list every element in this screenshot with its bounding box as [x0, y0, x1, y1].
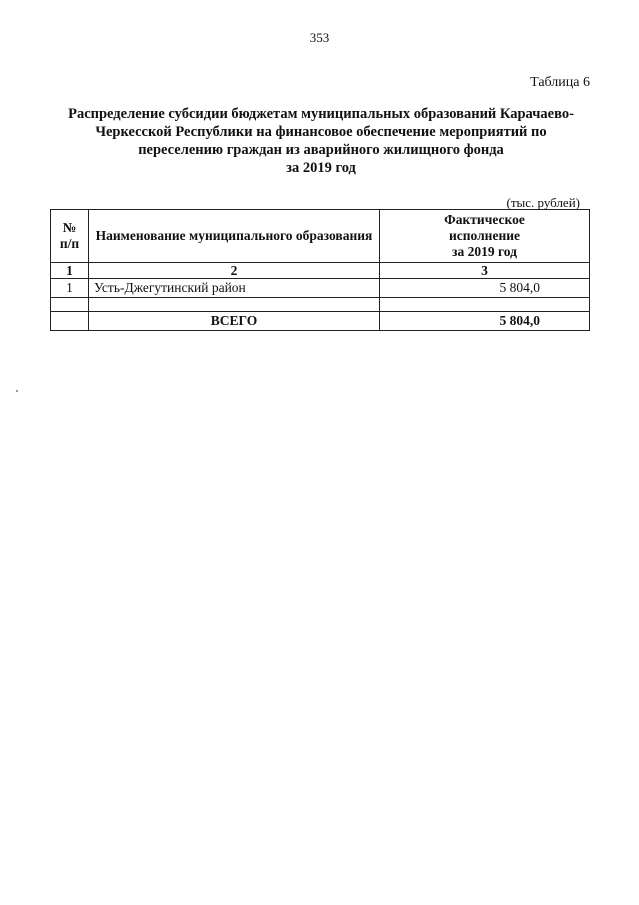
total-label: ВСЕГО [89, 312, 380, 331]
header-value [380, 210, 590, 263]
subsidy-table [50, 209, 590, 331]
table-label: Таблица 6 [530, 75, 590, 90]
document-title [55, 105, 587, 177]
column-number-row [51, 263, 590, 279]
row-municipality: Усть-Джегутинский район [89, 279, 380, 298]
title-line: Распределение субсидии бюджетам муниципальных образований Карачаево- [68, 106, 574, 122]
header-value-line1: Фактическое [444, 212, 525, 227]
row-number: 1 [51, 279, 89, 298]
total-row [51, 312, 590, 331]
page-number: 353 [309, 30, 330, 45]
title-line: за 2019 год [286, 160, 356, 176]
scan-speck [16, 390, 18, 392]
table-header-row [51, 210, 590, 263]
header-number [51, 210, 89, 263]
column-number: 3 [380, 263, 590, 279]
header-number-line1: № [62, 220, 77, 235]
title-line: Черкесской Республики на финансовое обеспечение мероприятий по [95, 124, 547, 140]
header-value-line2: исполнение [448, 228, 520, 243]
header-name: Наименование муниципального образования [89, 210, 380, 263]
total-value: 5 804,0 [380, 312, 590, 331]
units-label: (тыс. рублей) [506, 195, 580, 210]
header-number-line2: п/п [59, 236, 80, 251]
empty-row [51, 298, 590, 312]
column-number: 2 [89, 263, 380, 279]
row-value: 5 804,0 [380, 279, 590, 298]
title-line: переселению граждан из аварийного жилищного фонда [138, 142, 504, 158]
table-row [51, 279, 590, 298]
column-number: 1 [51, 263, 89, 279]
header-value-line3: за 2019 год [452, 244, 517, 259]
